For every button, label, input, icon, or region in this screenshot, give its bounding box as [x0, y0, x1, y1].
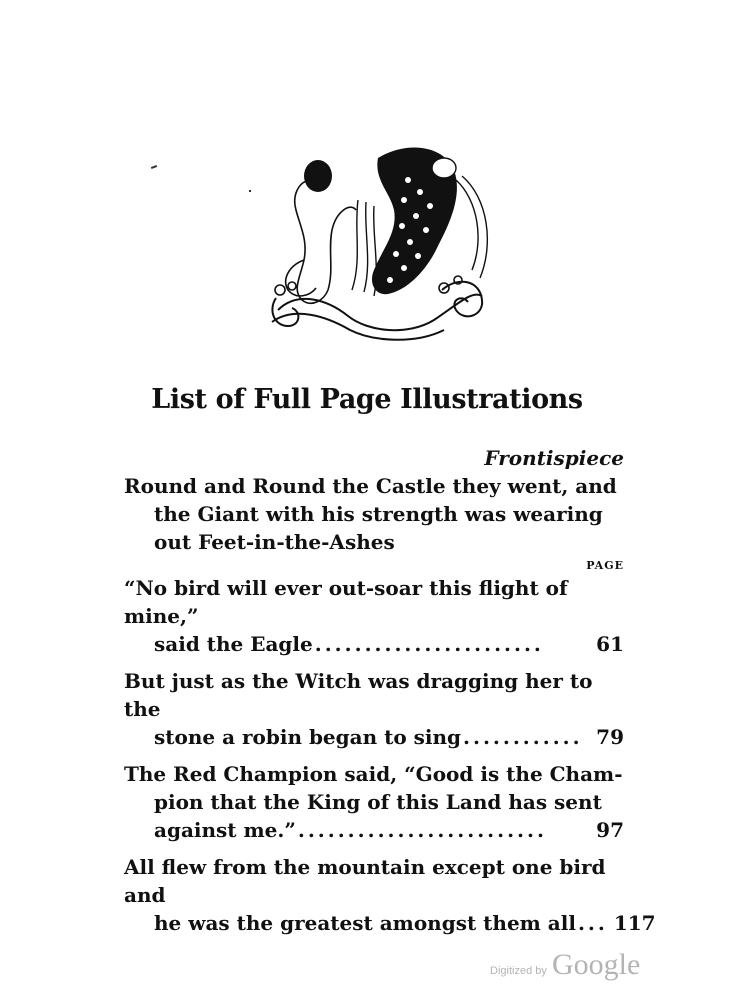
entry-last-line — [124, 723, 624, 751]
list-item — [124, 667, 624, 751]
entry-line: against me.” — [154, 818, 296, 842]
entry-line: said the Eagle — [154, 632, 313, 656]
frontispiece-entry — [124, 472, 624, 556]
entry-line: The Red Champion said, “Good is the Cham- — [124, 762, 623, 786]
entry-line: he was the greatest amongst them all — [154, 911, 576, 935]
dot-leader: ......................... — [297, 818, 547, 842]
entry-last-line — [124, 816, 624, 844]
digitized-watermark — [490, 948, 640, 982]
entry-line: All flew from the mountain except one bird and — [124, 855, 606, 907]
page-number: 97 — [596, 818, 624, 842]
entry-line: Round and Round the Castle they went, and — [124, 474, 617, 498]
page-number: 79 — [596, 725, 624, 749]
entry-line: out Feet-in-the-Ashes — [154, 530, 395, 554]
entry-line: pion that the King of this Land has sent — [154, 790, 602, 814]
list-item — [124, 853, 656, 937]
page-title: List of Full Page Illustrations — [151, 384, 583, 415]
entry-last-line — [124, 630, 624, 658]
entry-line: stone a robin began to sing — [154, 725, 462, 749]
illustration-list — [124, 444, 656, 937]
stray-ink-mark — [151, 165, 157, 169]
google-logo: Google — [551, 948, 641, 981]
entry-last-line — [124, 909, 656, 937]
frontispiece-label: Frontispiece — [484, 446, 624, 470]
page-number: 61 — [596, 632, 624, 656]
stray-ink-dot — [249, 190, 251, 192]
dot-leader: ....................... — [314, 632, 544, 656]
decorative-illustration — [258, 140, 494, 348]
list-item — [124, 760, 624, 844]
entry-line: “No bird will ever out-soar this flight of mine,” — [124, 576, 568, 628]
page-number: 117 — [613, 911, 656, 935]
dot-leader: ... — [577, 911, 608, 935]
dot-leader: ............ — [463, 725, 583, 749]
list-item — [124, 574, 624, 658]
watermark-prefix: Digitized by — [490, 965, 547, 977]
page-column-header: PAGE — [586, 559, 624, 572]
entry-line: the Giant with his strength was wearing — [154, 502, 603, 526]
entry-line: But just as the Witch was dragging her to the — [124, 669, 593, 721]
